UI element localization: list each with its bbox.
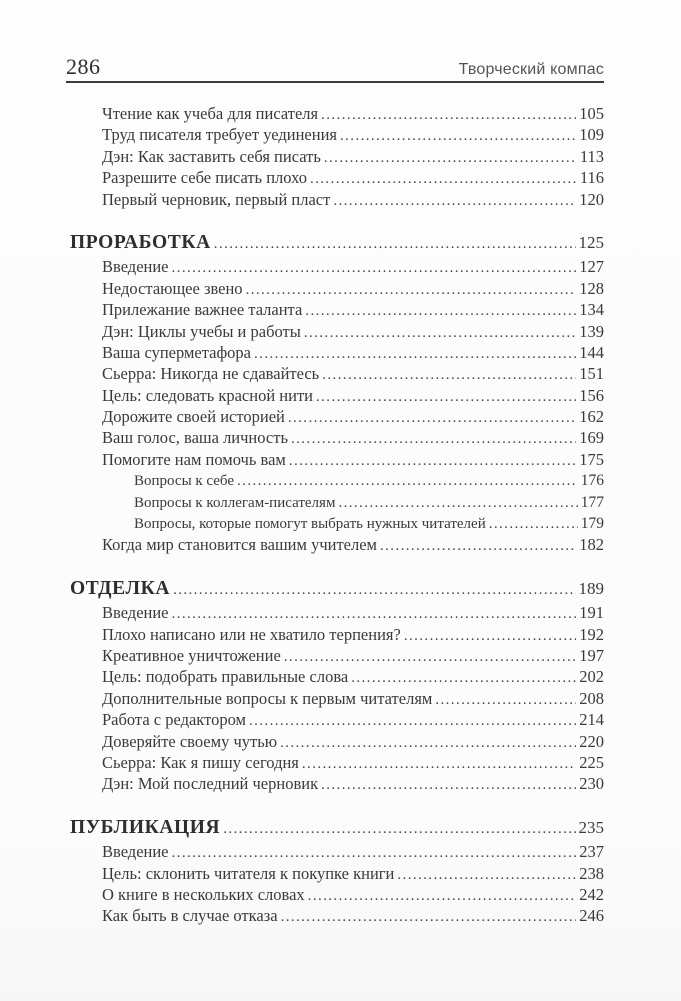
toc-entry-title: Ваша суперметафора xyxy=(102,342,252,362)
toc-entry-title: Как быть в случае отказа xyxy=(102,906,278,926)
dot-leader xyxy=(333,189,576,212)
toc-entry-title: Чтение как учеба для писателя xyxy=(102,104,319,123)
toc-entry-title: Разрешите себе писать плохо xyxy=(102,168,307,188)
toc-entry xyxy=(66,884,604,905)
toc-entry xyxy=(66,752,604,773)
toc-entry-title: Вопросы к себе xyxy=(134,473,235,490)
toc-entry-title: Первый черновик, первый пласт xyxy=(102,189,331,209)
toc-entry-page: 230 xyxy=(579,774,604,794)
toc-entry xyxy=(66,470,604,491)
toc-entry xyxy=(66,602,604,623)
toc-entry-title: Недостающее звено xyxy=(102,278,243,298)
dot-leader xyxy=(324,146,577,169)
dot-leader xyxy=(289,449,576,472)
toc-entry-title: Дэн: Мой последний черновик xyxy=(102,774,319,794)
toc-entry-title: Когда мир становится вашим учителем xyxy=(102,535,377,555)
toc-entry-page: 237 xyxy=(579,842,604,862)
toc-entry xyxy=(66,124,604,145)
dot-leader xyxy=(291,427,576,450)
toc-entry-title: Ваш голос, ваша личность xyxy=(102,428,288,448)
dot-leader xyxy=(284,645,576,668)
toc-entry-title: Вопросы к коллегам-писателям xyxy=(134,494,336,511)
toc-entry-page: 169 xyxy=(579,428,604,448)
toc-entry-title: Сьерра: Никогда не сдавайтесь xyxy=(102,364,320,384)
toc-entry-page: 242 xyxy=(579,884,604,904)
table-of-contents xyxy=(66,103,604,927)
dot-leader xyxy=(322,363,576,386)
toc-entry-title: Сьерра: Как я пишу сегодня xyxy=(102,752,299,772)
dot-leader xyxy=(308,884,577,907)
toc-entry-title: Введение xyxy=(102,257,169,277)
dot-leader xyxy=(173,575,575,604)
toc-entry-page: 220 xyxy=(579,731,604,751)
toc-entry-page: 225 xyxy=(579,752,604,772)
toc-entry-page: 156 xyxy=(579,385,604,405)
toc-entry-page: 151 xyxy=(579,364,604,384)
dot-leader xyxy=(305,299,576,322)
toc-entry-page: 208 xyxy=(579,688,604,708)
toc-entry-page: 144 xyxy=(579,342,604,362)
toc-section-heading-title: ПРОРАБОТКА xyxy=(70,231,211,253)
toc-entry-title: Дополнительные вопросы к первым читателям xyxy=(102,688,433,708)
dot-leader xyxy=(172,256,577,279)
toc-entry-page: 246 xyxy=(579,906,604,926)
toc-entry xyxy=(66,688,604,709)
toc-entry xyxy=(66,167,604,188)
toc-entry xyxy=(66,841,604,862)
dot-leader xyxy=(321,773,576,796)
toc-section-heading-page: 189 xyxy=(578,578,604,598)
toc-section-heading-title: ОТДЕЛКА xyxy=(70,577,171,599)
toc-entry-page: 116 xyxy=(579,168,604,188)
toc-entry xyxy=(66,905,604,926)
toc-entry-page: 127 xyxy=(579,257,604,277)
toc-entry-page: 105 xyxy=(579,104,604,123)
toc-entry xyxy=(66,709,604,730)
toc-entry-title: Дэн: Циклы учебы и работы xyxy=(102,321,301,341)
dot-leader xyxy=(338,493,577,514)
dot-leader xyxy=(172,841,577,864)
toc-entry-title: Доверяйте своему чутью xyxy=(102,731,278,751)
toc-entry-page: 175 xyxy=(579,449,604,469)
dot-leader xyxy=(172,602,577,625)
running-title: Творческий компас xyxy=(458,61,604,78)
toc-entry xyxy=(66,146,604,167)
toc-entry-page: 139 xyxy=(579,321,604,341)
toc-entry-title: Креативное уничтожение xyxy=(102,645,281,665)
toc-entry xyxy=(66,299,604,320)
toc-entry xyxy=(66,256,604,277)
toc-section-heading xyxy=(66,814,604,841)
toc-entry-page: 134 xyxy=(579,300,604,320)
dot-leader xyxy=(310,167,577,190)
toc-entry-title: Дэн: Как заставить себя писать xyxy=(102,146,321,166)
toc-entry-title: Плохо написано или не хватило терпения? xyxy=(102,624,401,644)
toc-entry-page: 113 xyxy=(579,146,604,166)
toc-entry xyxy=(66,278,604,299)
dot-leader xyxy=(280,731,576,754)
dot-leader xyxy=(288,406,576,429)
toc-entry-title: Труд писателя требует уединения xyxy=(102,125,337,145)
toc-entry-title: Цель: подобрать правильные слова xyxy=(102,667,349,687)
dot-leader xyxy=(435,688,576,711)
toc-entry-page: 182 xyxy=(579,535,604,555)
toc-entry-page: 179 xyxy=(580,515,604,533)
dot-leader xyxy=(404,624,576,647)
toc-entry-page: 109 xyxy=(579,125,604,145)
toc-entry-page: 202 xyxy=(579,667,604,687)
toc-section-heading xyxy=(66,229,604,256)
toc-entry-page: 128 xyxy=(579,278,604,298)
toc-entry xyxy=(66,342,604,363)
toc-entry-page: 177 xyxy=(580,493,604,511)
toc-entry-page: 214 xyxy=(579,710,604,730)
toc-entry-page: 120 xyxy=(579,189,604,209)
dot-leader xyxy=(246,278,577,301)
dot-leader xyxy=(397,863,576,886)
dot-leader xyxy=(302,752,576,775)
toc-entry-page: 192 xyxy=(579,624,604,644)
toc-entry-title: Введение xyxy=(102,603,169,623)
toc-entry-title: О книге в нескольких словах xyxy=(102,884,305,904)
page-header xyxy=(66,56,604,83)
toc-entry-page: 197 xyxy=(579,645,604,665)
toc-section-heading xyxy=(66,575,604,602)
page-number: 286 xyxy=(66,54,101,79)
toc-section-heading-page: 235 xyxy=(578,817,604,837)
toc-entry xyxy=(66,534,604,555)
toc-entry xyxy=(66,385,604,406)
toc-entry xyxy=(66,427,604,448)
toc-entry-title: Цель: склонить читателя к покупке книги xyxy=(102,863,395,883)
toc-entry-title: Дорожите своей историей xyxy=(102,407,285,427)
toc-entry xyxy=(66,863,604,884)
toc-entry-page: 238 xyxy=(579,863,604,883)
dot-leader xyxy=(351,666,576,689)
toc-entry xyxy=(66,492,604,513)
toc-entry-title: Прилежание важнее таланта xyxy=(102,300,303,320)
toc-entry xyxy=(66,449,604,470)
dot-leader xyxy=(214,229,576,258)
toc-entry xyxy=(66,363,604,384)
toc-entry xyxy=(66,773,604,794)
dot-leader xyxy=(316,385,576,408)
toc-entry xyxy=(66,624,604,645)
toc-entry-page: 191 xyxy=(579,603,604,623)
toc-entry xyxy=(66,321,604,342)
toc-section-heading-title: ПУБЛИКАЦИЯ xyxy=(70,816,221,838)
toc-entry xyxy=(66,513,604,534)
toc-entry-page: 162 xyxy=(579,407,604,427)
toc-entry-title: Вопросы, которые помогут выбрать нужных читателей xyxy=(134,516,486,533)
toc-entry-title: Помогите нам помочь вам xyxy=(102,449,286,469)
dot-leader xyxy=(281,905,577,928)
dot-leader xyxy=(489,514,578,535)
toc-entry-title: Введение xyxy=(102,842,169,862)
dot-leader xyxy=(249,709,576,732)
dot-leader xyxy=(380,534,576,557)
dot-leader xyxy=(340,124,576,147)
toc-entry xyxy=(66,406,604,427)
toc-section-heading-page: 125 xyxy=(578,232,604,252)
dot-leader xyxy=(223,814,575,843)
toc-entry-title: Работа с редактором xyxy=(102,710,246,730)
dot-leader xyxy=(237,471,578,492)
toc-entry xyxy=(66,189,604,210)
toc-entry xyxy=(66,645,604,666)
dot-leader xyxy=(254,342,576,365)
toc-entry xyxy=(66,731,604,752)
toc-entry xyxy=(66,103,604,124)
dot-leader xyxy=(304,321,576,344)
toc-entry-title: Цель: следовать красной нити xyxy=(102,385,313,405)
dot-leader xyxy=(321,103,576,126)
toc-entry xyxy=(66,666,604,687)
toc-entry-page: 176 xyxy=(580,472,604,490)
